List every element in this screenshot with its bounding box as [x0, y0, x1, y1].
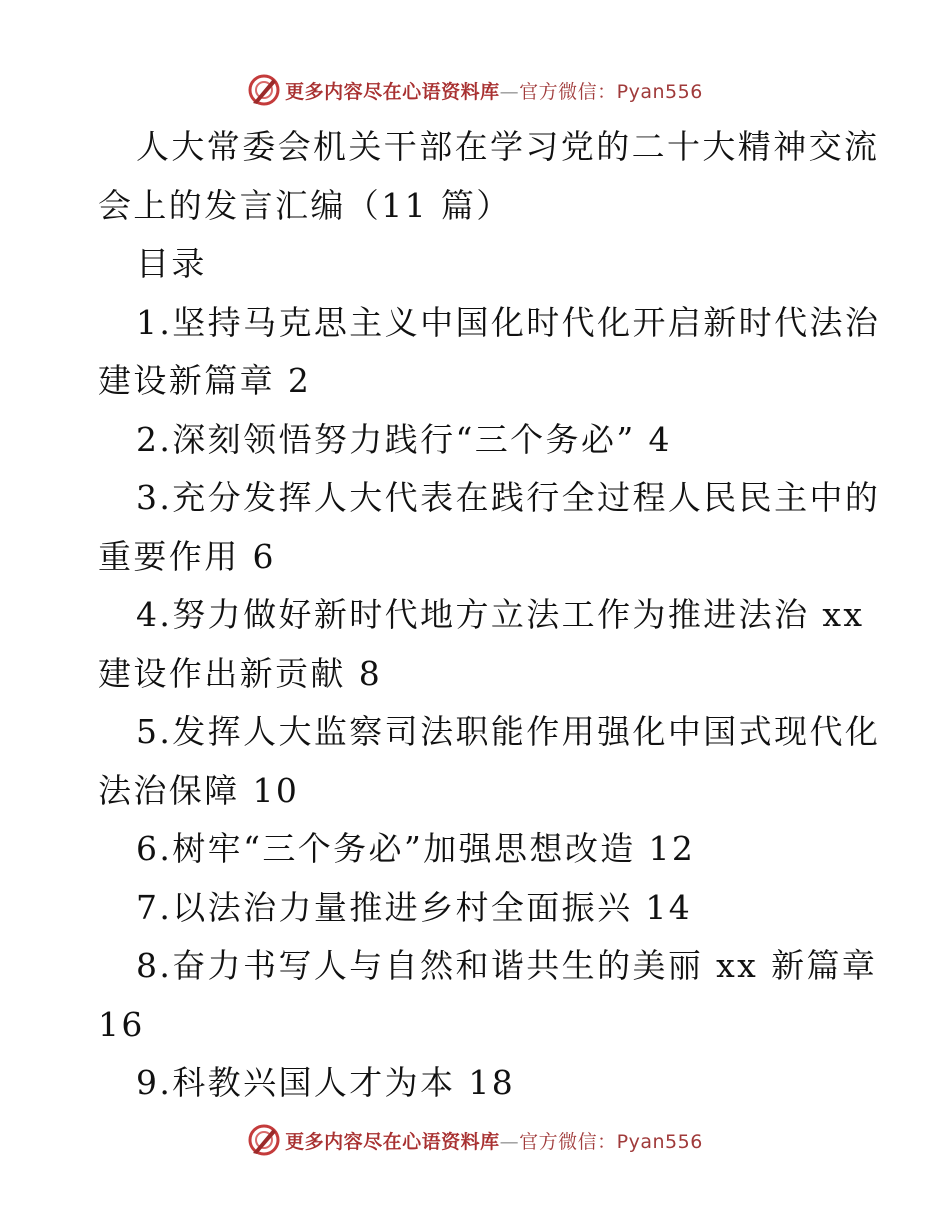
toc-item-8: 8.奋力书写人与自然和谐共生的美丽 xx 新篇章 — [136, 946, 878, 985]
toc-item-4-continued: 建设作出新贡献 8 — [98, 653, 383, 693]
header-banner — [0, 70, 950, 110]
document-title-line-1: 人大常委会机关干部在学习党的二十大精神交流 — [136, 127, 880, 166]
banner-dash: — — [499, 80, 520, 103]
banner-text — [285, 77, 703, 104]
document-body — [98, 118, 881, 1113]
banner-dash: — — [499, 1130, 520, 1153]
banner-brand: 更多内容尽在心语资料库 — [285, 80, 500, 103]
toc-item-3-continued: 重要作用 6 — [98, 536, 276, 576]
toc-item-5: 5.发挥人大监察司法职能作用强化中国式现代化 — [136, 712, 881, 751]
quill-pen-logo-icon — [247, 1123, 281, 1157]
document-title-line-2: 会上的发言汇编（11 篇） — [98, 185, 512, 225]
toc-item-2: 2.深刻领悟努力践行“三个务必” 4 — [136, 419, 672, 459]
toc-item-5-continued: 法治保障 10 — [98, 770, 300, 810]
toc-item-1-continued: 建设新篇章 2 — [98, 361, 312, 400]
toc-item-9: 9.科教兴国人才为本 18 — [136, 1063, 516, 1102]
toc-item-1: 1.坚持马克思主义中国化时代化开启新时代法治 — [136, 302, 881, 342]
banner-text — [285, 1127, 703, 1154]
toc-item-8-continued: 16 — [98, 1004, 145, 1044]
toc-item-4: 4.努力做好新时代地方立法工作为推进法治 xx — [136, 595, 865, 634]
toc-item-6: 6.树牢“三个务必”加强思想改造 12 — [136, 829, 696, 868]
banner-brand: 更多内容尽在心语资料库 — [285, 1130, 500, 1153]
toc-item-7: 7.以法治力量推进乡村全面振兴 14 — [136, 887, 693, 927]
banner-wechat: 官方微信：Pyan556 — [519, 1130, 703, 1153]
toc-item-3: 3.充分发挥人大代表在践行全过程人民民主中的 — [136, 478, 881, 517]
quill-pen-logo-icon — [247, 73, 281, 107]
banner-wechat: 官方微信：Pyan556 — [519, 80, 703, 103]
toc-heading: 目录 — [136, 244, 207, 283]
footer-banner — [0, 1120, 950, 1160]
